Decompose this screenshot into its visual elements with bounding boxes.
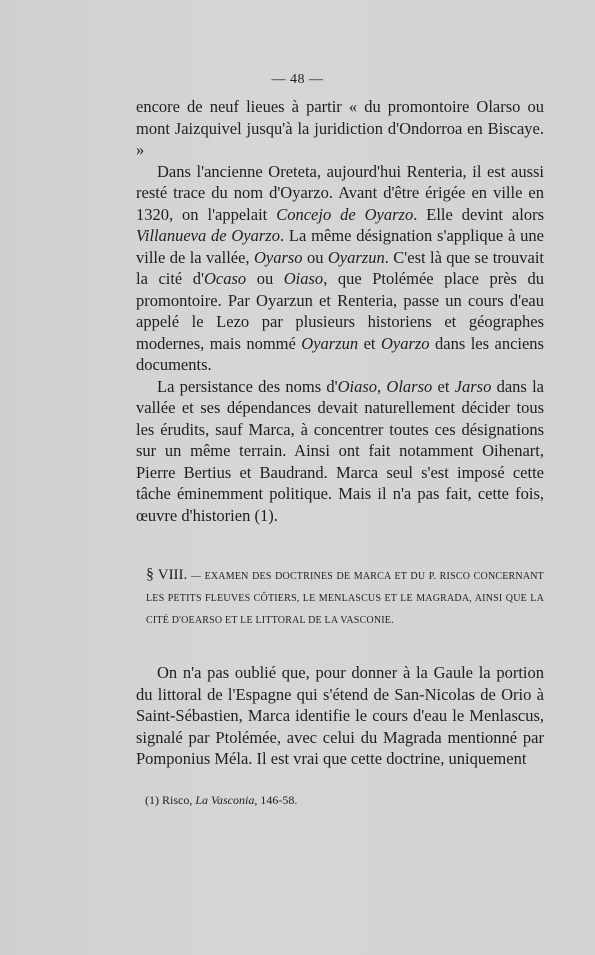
paragraph-gaule	[136, 662, 544, 770]
main-text-continued	[136, 662, 544, 770]
paragraph-text: encore de neuf lieues à partir « du promontoire Olarso ou mont Jaizquivel jusqu'à la juridiction d'Ondorroa en Biscaye. »	[136, 97, 544, 159]
section-title: — EXAMEN DES DOCTRINES DE MARCA ET DU P. RISCO CONCERNANT LES PETITS FLEUVES CÔTIERS, LE MENLASCUS ET LE MAGRADA, AINSI QUE LA CITÉ D'OEARSO ET LE LITTORAL DE LA VASCONIE.	[146, 571, 544, 626]
italic-term: Jarso	[454, 376, 492, 396]
paragraph-text: On n'a pas oublié que, pour donner à la Gaule la portion du littoral de l'Espagne qui s'étend de San-Nicolas de Orio à Saint-Sébastien, Marca identifie le cours d'eau le Menlascus, signalé par Ptolémée, avec celui du Magrada mentionné par Pomponius Méla. Il est vrai que cette doctrine, uniquement	[136, 663, 544, 768]
text-run: , que Ptolémée place près du promontoire. Par Oyarzun et Renteria, passe un cours d'eau appelé le Lezo par plusieurs historiens et géographes modernes, mais nommé	[136, 269, 544, 353]
page-number: — 48 —	[271, 72, 324, 87]
text-run: et	[358, 333, 381, 353]
italic-term: Oyarso	[253, 247, 303, 267]
text-run: La persistance des noms d'	[157, 376, 338, 396]
text-run: dans les anciens documents.	[136, 333, 544, 374]
text-run: . C'est là que se trouvait la cité d'	[136, 247, 545, 288]
section-mark: §	[146, 566, 155, 583]
italic-term: Villanueva de Oyarzo	[136, 226, 280, 245]
main-text	[136, 96, 544, 526]
text-run: Dans l'ancienne Oreteta, aujourd'hui Renteria, il est aussi resté trace du nom d'Oyarzo. Avant d'être érigée en ville en 1320, on l'appelait	[136, 161, 544, 224]
italic-term: Oyarzun	[327, 247, 385, 267]
text-run: . Elle devint alors	[413, 204, 544, 224]
section-numeral: VIII.	[157, 567, 188, 583]
paragraph-oreteta	[136, 161, 544, 376]
text-run: ou	[246, 269, 284, 288]
text-run: ou	[302, 247, 328, 267]
paragraph-continuation	[136, 96, 544, 161]
paragraph-persistance	[136, 376, 544, 527]
footnote	[145, 792, 297, 808]
italic-term: Oyarzun	[301, 333, 359, 353]
text-run: . La même désignation s'applique à une ville de la vallée,	[136, 226, 544, 267]
italic-term: Oiaso, Olarso	[337, 376, 433, 396]
footnote-pages: 146-58.	[257, 793, 298, 807]
footnote-marker: (1) Risco,	[145, 793, 196, 807]
section-heading	[146, 564, 544, 632]
footnote-title: La Vasconia,	[195, 793, 258, 807]
italic-term: Oiaso	[283, 269, 324, 288]
italic-term: Oyarzo	[380, 333, 430, 353]
italic-term: Ocaso	[204, 269, 247, 288]
text-run: dans la vallée et ses dépendances devait naturellement décider tous les érudits, sauf Marca, à concentrer toutes ces désignations sur un même terrain. Ainsi ont fait notamment Oihenart, Pierre Bertius et Baudrand. Marca seul s'est imposé cette tâche éminemment politique. Mais il n'a pas fait, cette fois, œuvre d'historien (1).	[136, 376, 544, 525]
text-run: et	[432, 376, 455, 396]
italic-term: Concejo de Oyarzo	[276, 204, 414, 224]
